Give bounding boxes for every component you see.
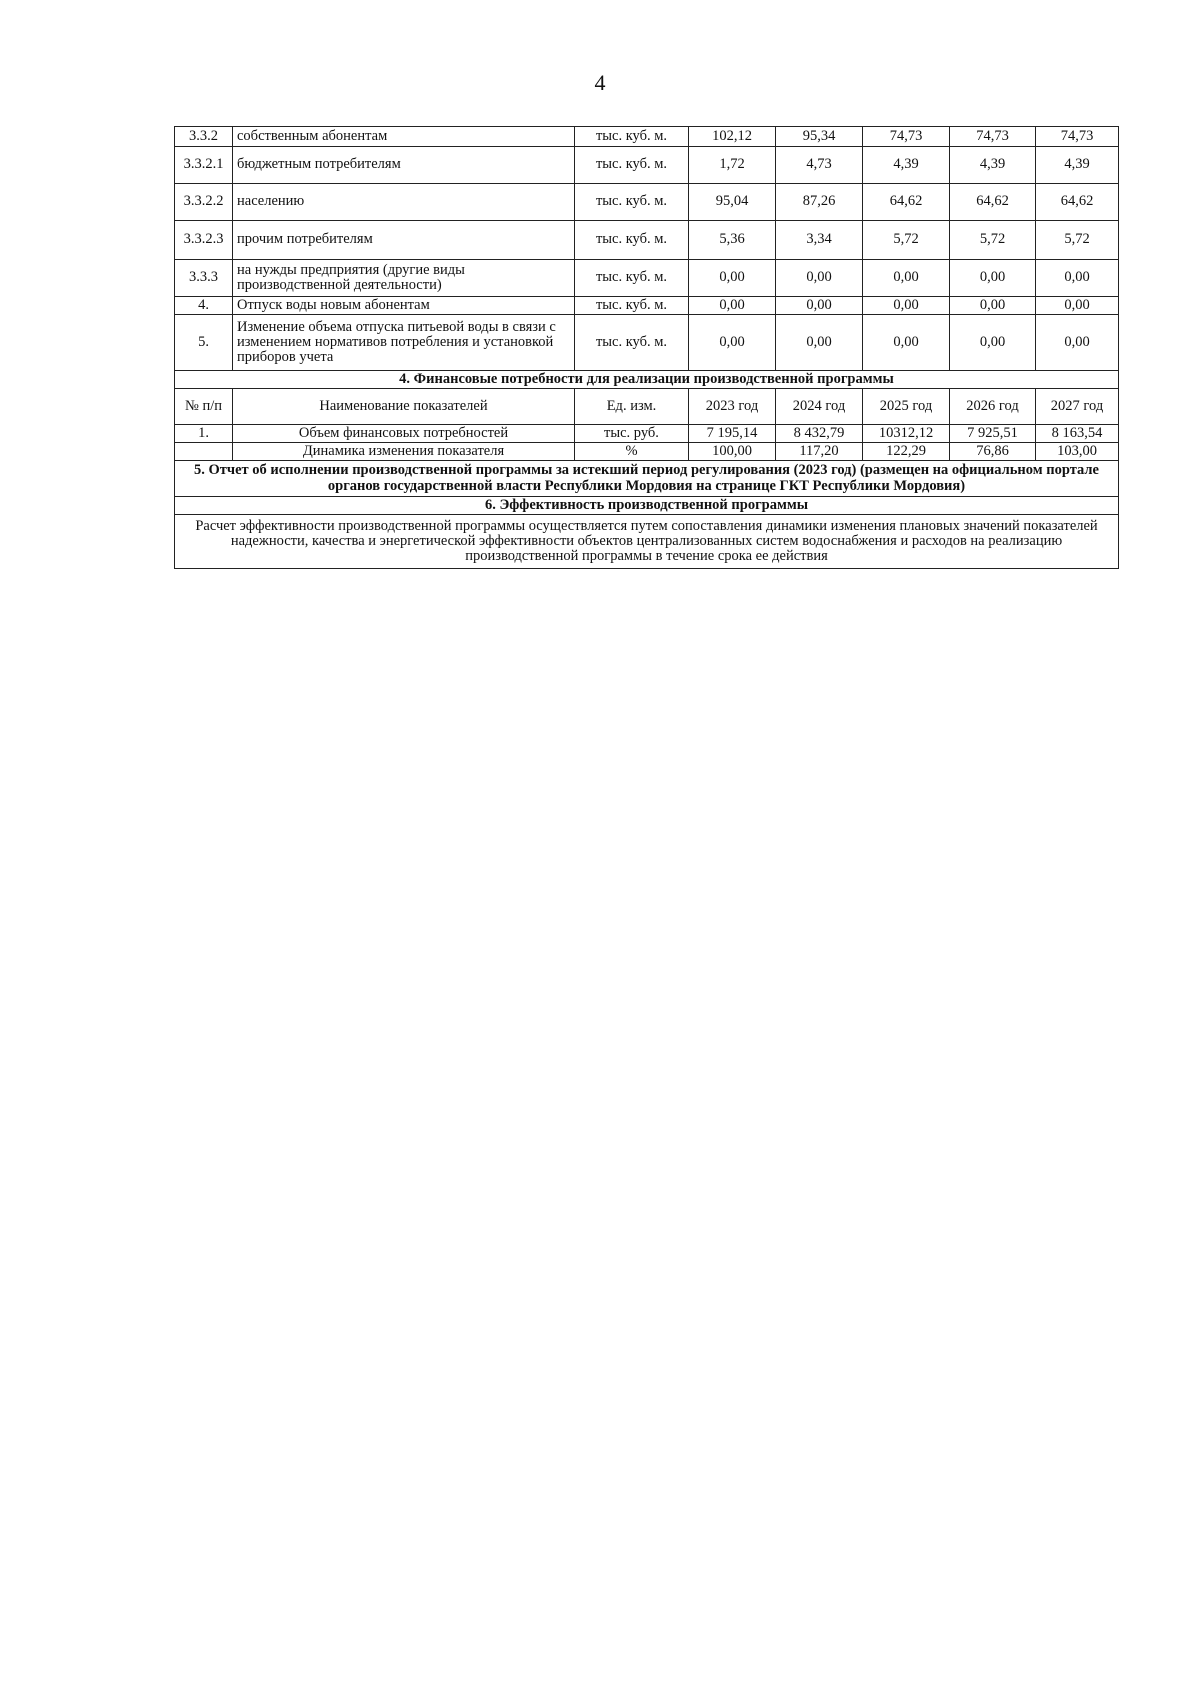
header-year: 2026 год bbox=[950, 389, 1036, 425]
header-year: 2023 год bbox=[689, 389, 776, 425]
row-value: 7 195,14 bbox=[689, 425, 776, 443]
row-value: 7 925,51 bbox=[950, 425, 1036, 443]
row-value: 74,73 bbox=[863, 127, 950, 147]
row-value: 0,00 bbox=[863, 260, 950, 297]
table-row bbox=[175, 297, 1119, 315]
row-number: 3.3.2.1 bbox=[175, 147, 233, 184]
row-value: 5,72 bbox=[1036, 221, 1119, 260]
row-number: 3.3.2 bbox=[175, 127, 233, 147]
row-value: 0,00 bbox=[950, 297, 1036, 315]
row-value: 64,62 bbox=[863, 184, 950, 221]
row-number: 3.3.3 bbox=[175, 260, 233, 297]
row-value: 87,26 bbox=[776, 184, 863, 221]
header-unit: Ед. изм. bbox=[575, 389, 689, 425]
row-value: 0,00 bbox=[1036, 297, 1119, 315]
row-name: Объем финансовых потребностей bbox=[233, 425, 575, 443]
row-value: 0,00 bbox=[776, 260, 863, 297]
row-name: населению bbox=[233, 184, 575, 221]
paragraph-row bbox=[175, 515, 1119, 569]
row-value: 4,39 bbox=[863, 147, 950, 184]
row-unit: тыс. куб. м. bbox=[575, 184, 689, 221]
row-name: собственным абонентам bbox=[233, 127, 575, 147]
row-value: 95,34 bbox=[776, 127, 863, 147]
row-value: 0,00 bbox=[689, 315, 776, 371]
table-row bbox=[175, 443, 1119, 461]
row-value: 5,72 bbox=[950, 221, 1036, 260]
section-heading-row bbox=[175, 461, 1119, 497]
row-value: 122,29 bbox=[863, 443, 950, 461]
section-6-text: Расчет эффективности производственной программы осуществляется путем сопоставления динамики изменения плановых значений показателей надежности, качества и энергетической эффективности объектов централизованных систем водоснабжения и расходов на реализацию производственной программы в течение срока ее действия bbox=[175, 515, 1119, 569]
row-value: 0,00 bbox=[776, 297, 863, 315]
row-value: 103,00 bbox=[1036, 443, 1119, 461]
row-unit: тыс. куб. м. bbox=[575, 297, 689, 315]
row-value: 10312,12 bbox=[863, 425, 950, 443]
row-value: 0,00 bbox=[950, 260, 1036, 297]
row-value: 0,00 bbox=[863, 315, 950, 371]
row-value: 0,00 bbox=[776, 315, 863, 371]
row-value: 76,86 bbox=[950, 443, 1036, 461]
row-number: 1. bbox=[175, 425, 233, 443]
row-value: 3,34 bbox=[776, 221, 863, 260]
row-unit: % bbox=[575, 443, 689, 461]
row-name: прочим потребителям bbox=[233, 221, 575, 260]
row-value: 0,00 bbox=[689, 260, 776, 297]
row-value: 64,62 bbox=[1036, 184, 1119, 221]
row-unit: тыс. куб. м. bbox=[575, 315, 689, 371]
row-number: 5. bbox=[175, 315, 233, 371]
section-6-title: 6. Эффективность производственной программы bbox=[175, 497, 1119, 515]
row-unit: тыс. куб. м. bbox=[575, 260, 689, 297]
row-value: 4,73 bbox=[776, 147, 863, 184]
section-5-title: 5. Отчет об исполнении производственной программы за истекший период регулирования (2023 год) (размещен на официальном портале органов государственной власти Республики Мордовия на странице ГКТ Республики Мордовия) bbox=[175, 461, 1119, 497]
table-row bbox=[175, 425, 1119, 443]
row-value: 0,00 bbox=[1036, 315, 1119, 371]
section-heading-row bbox=[175, 371, 1119, 389]
row-value: 74,73 bbox=[1036, 127, 1119, 147]
page-number: 4 bbox=[594, 70, 606, 95]
section-heading-row bbox=[175, 497, 1119, 515]
row-name: бюджетным потребителям bbox=[233, 147, 575, 184]
production-program-table bbox=[174, 126, 1119, 569]
row-value: 100,00 bbox=[689, 443, 776, 461]
row-unit: тыс. руб. bbox=[575, 425, 689, 443]
row-value: 8 432,79 bbox=[776, 425, 863, 443]
header-num: № п/п bbox=[175, 389, 233, 425]
row-number bbox=[175, 443, 233, 461]
row-value: 102,12 bbox=[689, 127, 776, 147]
header-year: 2024 год bbox=[776, 389, 863, 425]
row-value: 117,20 bbox=[776, 443, 863, 461]
header-row bbox=[175, 389, 1119, 425]
row-value: 4,39 bbox=[950, 147, 1036, 184]
row-number: 3.3.2.2 bbox=[175, 184, 233, 221]
row-name: Динамика изменения показателя bbox=[233, 443, 575, 461]
row-value: 1,72 bbox=[689, 147, 776, 184]
header-year: 2027 год bbox=[1036, 389, 1119, 425]
row-number: 4. bbox=[175, 297, 233, 315]
row-value: 0,00 bbox=[863, 297, 950, 315]
row-name: Изменение объема отпуска питьевой воды в связи с изменением нормативов потребления и установкой приборов учета bbox=[233, 315, 575, 371]
row-value: 0,00 bbox=[950, 315, 1036, 371]
row-value: 4,39 bbox=[1036, 147, 1119, 184]
row-value: 64,62 bbox=[950, 184, 1036, 221]
table-row bbox=[175, 260, 1119, 297]
table-row bbox=[175, 315, 1119, 371]
table-row bbox=[175, 127, 1119, 147]
row-unit: тыс. куб. м. bbox=[575, 127, 689, 147]
table-row bbox=[175, 221, 1119, 260]
row-number: 3.3.2.3 bbox=[175, 221, 233, 260]
row-value: 74,73 bbox=[950, 127, 1036, 147]
row-value: 5,72 bbox=[863, 221, 950, 260]
row-value: 0,00 bbox=[689, 297, 776, 315]
header-year: 2025 год bbox=[863, 389, 950, 425]
row-value: 95,04 bbox=[689, 184, 776, 221]
row-unit: тыс. куб. м. bbox=[575, 221, 689, 260]
table-row bbox=[175, 147, 1119, 184]
table-row bbox=[175, 184, 1119, 221]
row-value: 8 163,54 bbox=[1036, 425, 1119, 443]
row-name: Отпуск воды новым абонентам bbox=[233, 297, 575, 315]
header-name: Наименование показателей bbox=[233, 389, 575, 425]
row-name: на нужды предприятия (другие виды производственной деятельности) bbox=[233, 260, 575, 297]
row-value: 5,36 bbox=[689, 221, 776, 260]
row-value: 0,00 bbox=[1036, 260, 1119, 297]
row-unit: тыс. куб. м. bbox=[575, 147, 689, 184]
section-4-title: 4. Финансовые потребности для реализации производственной программы bbox=[175, 371, 1119, 389]
